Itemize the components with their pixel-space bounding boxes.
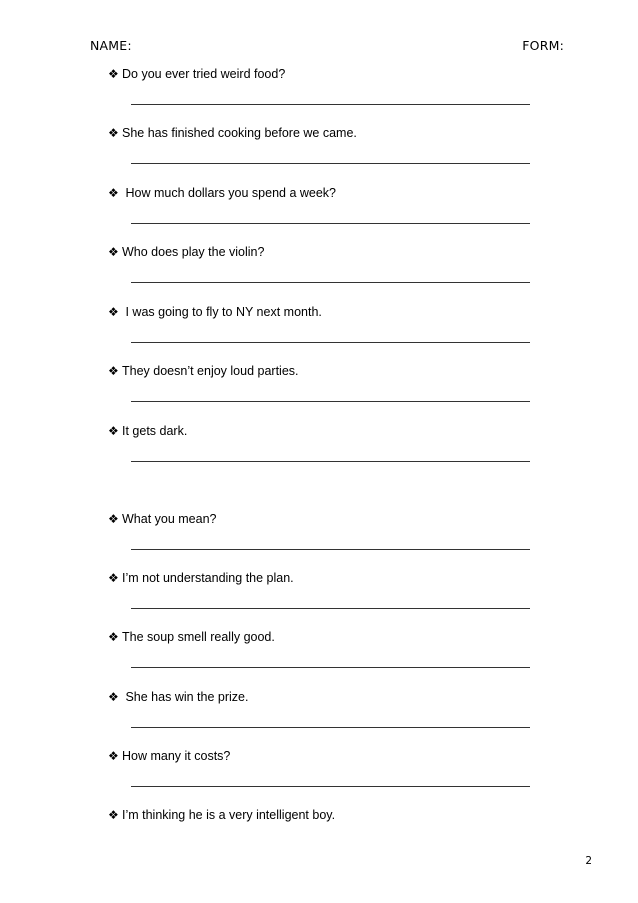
- question-text: I was going to fly to NY next month.: [122, 305, 322, 319]
- answer-line[interactable]: [131, 786, 530, 787]
- question-text: What you mean?: [122, 512, 217, 526]
- question-text: How much dollars you spend a week?: [122, 186, 337, 200]
- answer-line[interactable]: [131, 608, 530, 609]
- four-diamond-bullet-icon: ❖: [108, 245, 119, 259]
- four-diamond-bullet-icon: ❖: [108, 186, 119, 200]
- question-item: [108, 66, 285, 82]
- answer-line[interactable]: [131, 223, 530, 224]
- four-diamond-bullet-icon: ❖: [108, 67, 119, 81]
- question-item: [108, 689, 248, 705]
- four-diamond-bullet-icon: ❖: [108, 305, 119, 319]
- answer-line[interactable]: [131, 549, 530, 550]
- question-text: I’m thinking he is a very intelligent boy.: [122, 808, 336, 822]
- question-text: She has win the prize.: [122, 690, 249, 704]
- question-item: [108, 125, 357, 141]
- name-label: NAME:: [90, 38, 132, 53]
- form-label: FORM:: [522, 38, 564, 53]
- question-text: They doesn’t enjoy loud parties.: [122, 364, 299, 378]
- question-item: [108, 807, 335, 823]
- four-diamond-bullet-icon: ❖: [108, 571, 119, 585]
- question-item: [108, 185, 336, 201]
- four-diamond-bullet-icon: ❖: [108, 512, 119, 526]
- answer-line[interactable]: [131, 727, 530, 728]
- four-diamond-bullet-icon: ❖: [108, 126, 119, 140]
- question-text: The soup smell really good.: [122, 630, 275, 644]
- answer-line[interactable]: [131, 401, 530, 402]
- question-item: [108, 304, 322, 320]
- four-diamond-bullet-icon: ❖: [108, 424, 119, 438]
- four-diamond-bullet-icon: ❖: [108, 630, 119, 644]
- question-item: [108, 570, 294, 586]
- page-number: 2: [585, 855, 592, 867]
- answer-line[interactable]: [131, 667, 530, 668]
- question-text: Do you ever tried weird food?: [122, 67, 286, 81]
- four-diamond-bullet-icon: ❖: [108, 690, 119, 704]
- question-item: [108, 629, 275, 645]
- question-item: [108, 244, 264, 260]
- question-text: It gets dark.: [122, 424, 188, 438]
- question-item: [108, 748, 230, 764]
- four-diamond-bullet-icon: ❖: [108, 364, 119, 378]
- answer-line[interactable]: [131, 461, 530, 462]
- answer-line[interactable]: [131, 342, 530, 343]
- question-item: [108, 511, 217, 527]
- question-text: I’m not understanding the plan.: [122, 571, 294, 585]
- question-text: She has finished cooking before we came.: [122, 126, 357, 140]
- four-diamond-bullet-icon: ❖: [108, 808, 119, 822]
- question-item: [108, 423, 187, 439]
- answer-line[interactable]: [131, 282, 530, 283]
- question-item: [108, 363, 299, 379]
- answer-line[interactable]: [131, 104, 530, 105]
- question-text: How many it costs?: [122, 749, 231, 763]
- answer-line[interactable]: [131, 163, 530, 164]
- four-diamond-bullet-icon: ❖: [108, 749, 119, 763]
- question-text: Who does play the violin?: [122, 245, 265, 259]
